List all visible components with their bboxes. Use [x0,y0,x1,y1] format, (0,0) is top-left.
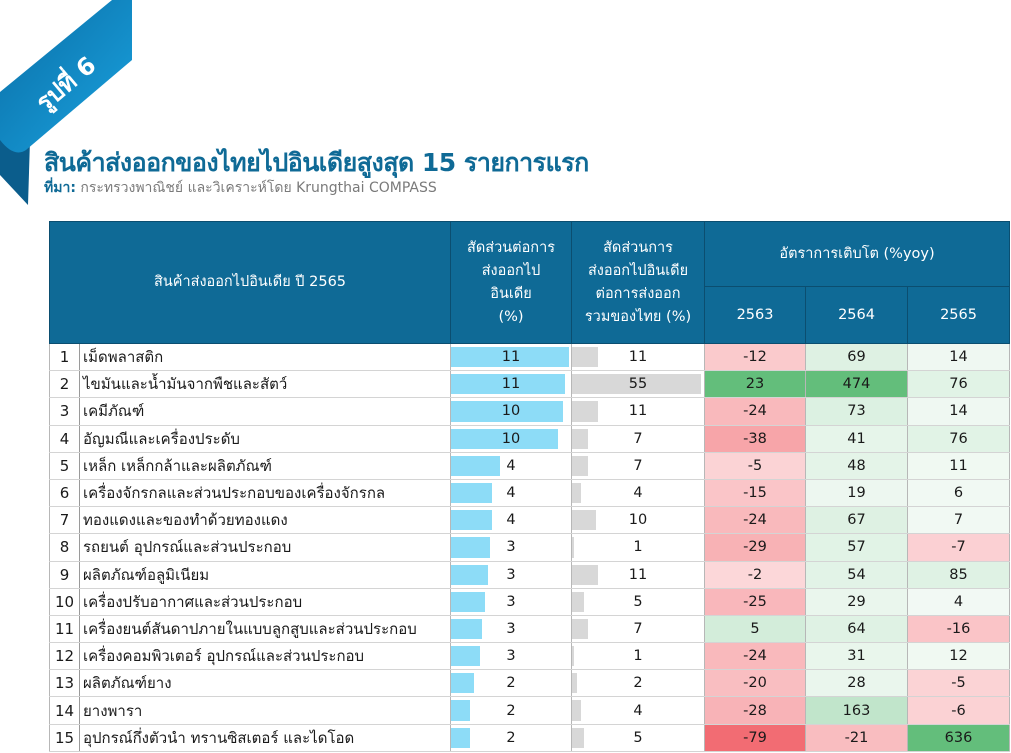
share-thai-cell [572,507,705,534]
growth-2563-cell: -2 [705,561,806,588]
product-name: ไขมันและน้ำมันจากพืชและสัตว์ [80,371,451,398]
share-india-value: 11 [501,349,521,366]
share-thai-value: 5 [633,593,643,610]
growth-2565-cell: 6 [908,479,1010,506]
growth-2565-cell: 4 [908,588,1010,615]
growth-2563-cell: -29 [705,534,806,561]
growth-2563-cell: -28 [705,697,806,724]
product-name: เครื่องปรับอากาศและส่วนประกอบ [80,588,451,615]
share-india-cell [451,588,572,615]
figure-label: รูปที่ 6 [30,51,102,117]
rank-cell: 14 [50,697,80,724]
product-name: เครื่องจักรกลและส่วนประกอบของเครื่องจักรกล [80,479,451,506]
share-india-value: 10 [501,430,521,447]
rank-cell: 15 [50,724,80,751]
share-thai-cell [572,588,705,615]
rank-cell: 8 [50,534,80,561]
table-row [50,615,1010,642]
share-thai-cell [572,371,705,398]
share-thai-value: 7 [633,430,643,447]
growth-2564-cell: 474 [806,371,908,398]
share-india-cell [451,724,572,751]
share-thai-value: 1 [633,539,643,556]
product-name: ยางพารา [80,697,451,724]
growth-2564-cell: 64 [806,615,908,642]
rank-cell: 10 [50,588,80,615]
growth-2565-cell: -6 [908,697,1010,724]
table-row [50,561,1010,588]
table-row [50,643,1010,670]
share-thai-cell [572,670,705,697]
growth-2564-cell: 57 [806,534,908,561]
growth-2564-cell: -21 [806,724,908,751]
product-name: เหล็ก เหล็กกล้าและผลิตภัณฑ์ [80,452,451,479]
table-row [50,398,1010,425]
share-india-cell [451,479,572,506]
table-row [50,670,1010,697]
share-india-value: 4 [506,512,516,529]
growth-2565-cell: 7 [908,507,1010,534]
share-india-cell [451,615,572,642]
share-thai-cell [572,643,705,670]
table-row [50,344,1010,371]
growth-2563-cell: -24 [705,643,806,670]
table-row [50,371,1010,398]
growth-2564-cell: 48 [806,452,908,479]
source-line [44,177,437,199]
table-row [50,534,1010,561]
share-india-value: 2 [506,729,516,746]
share-india-value: 4 [506,485,516,502]
share-india-cell [451,507,572,534]
exports-table [49,221,1010,752]
growth-2563-cell: -20 [705,670,806,697]
product-name: เคมีภัณฑ์ [80,398,451,425]
growth-2565-cell: 76 [908,425,1010,452]
share-thai-value: 2 [633,675,643,692]
share-india-value: 4 [506,457,516,474]
share-india-value: 3 [506,593,516,610]
share-india-value: 11 [501,376,521,393]
header-year-2563: 2563 [705,287,806,344]
growth-2563-cell: -79 [705,724,806,751]
growth-2565-cell: 14 [908,398,1010,425]
product-name: ผลิตภัณฑ์ยาง [80,670,451,697]
share-thai-cell [572,398,705,425]
share-india-cell [451,670,572,697]
product-name: เครื่องคอมพิวเตอร์ อุปกรณ์และส่วนประกอบ [80,643,451,670]
growth-2565-cell: -16 [908,615,1010,642]
header-share-india: สัดส่วนต่อการ ส่งออกไปอินเดีย (%) [451,222,572,344]
share-india-value: 3 [506,620,516,637]
share-thai-value: 1 [633,648,643,665]
rank-cell: 1 [50,344,80,371]
rank-cell: 4 [50,425,80,452]
share-thai-value: 4 [633,485,643,502]
share-india-value: 3 [506,539,516,556]
share-india-value: 3 [506,648,516,665]
rank-cell: 11 [50,615,80,642]
growth-2565-cell: 636 [908,724,1010,751]
product-name: อัญมณีและเครื่องประดับ [80,425,451,452]
header-year-2564: 2564 [806,287,908,344]
rank-cell: 7 [50,507,80,534]
share-india-cell [451,534,572,561]
share-thai-value: 4 [633,702,643,719]
product-name: เครื่องยนต์สันดาปภายในแบบลูกสูบและส่วนประกอบ [80,615,451,642]
share-thai-value: 7 [633,457,643,474]
chart-title: สินค้าส่งออกของไทยไปอินเดียสูงสุด 15 รายการแรก [44,148,589,177]
share-india-cell [451,371,572,398]
table-row [50,507,1010,534]
growth-2563-cell: 23 [705,371,806,398]
share-thai-value: 11 [628,566,648,583]
growth-2563-cell: -38 [705,425,806,452]
table-row [50,452,1010,479]
growth-2565-cell: -5 [908,670,1010,697]
growth-2564-cell: 54 [806,561,908,588]
header-growth: อัตราการเติบโต (%yoy) [705,222,1010,287]
share-india-cell [451,452,572,479]
growth-2563-cell: -25 [705,588,806,615]
growth-2564-cell: 19 [806,479,908,506]
product-name: รถยนต์ อุปกรณ์และส่วนประกอบ [80,534,451,561]
table-row [50,588,1010,615]
growth-2564-cell: 31 [806,643,908,670]
header-share-thai: สัดส่วนการ ส่งออกไปอินเดีย ต่อการส่งออก รวมของไทย (%) [572,222,705,344]
growth-2565-cell: 76 [908,371,1010,398]
share-thai-cell [572,344,705,371]
share-thai-cell [572,724,705,751]
growth-2564-cell: 69 [806,344,908,371]
table-row [50,479,1010,506]
rank-cell: 13 [50,670,80,697]
share-thai-value: 11 [628,403,648,420]
growth-2565-cell: 11 [908,452,1010,479]
growth-2563-cell: 5 [705,615,806,642]
share-thai-value: 5 [633,729,643,746]
rank-cell: 6 [50,479,80,506]
share-thai-cell [572,479,705,506]
header-year-2565: 2565 [908,287,1010,344]
growth-2563-cell: -24 [705,507,806,534]
growth-2564-cell: 163 [806,697,908,724]
share-india-cell [451,643,572,670]
rank-cell: 12 [50,643,80,670]
share-thai-cell [572,697,705,724]
rank-cell: 3 [50,398,80,425]
growth-2565-cell: 12 [908,643,1010,670]
header-product: สินค้าส่งออกไปอินเดีย ปี 2565 [50,222,451,344]
share-india-value: 3 [506,566,516,583]
growth-2563-cell: -24 [705,398,806,425]
table-row [50,724,1010,751]
share-india-value: 2 [506,702,516,719]
growth-2564-cell: 67 [806,507,908,534]
table-body [50,344,1010,752]
growth-2563-cell: -15 [705,479,806,506]
share-thai-value: 55 [628,376,648,393]
growth-2563-cell: -5 [705,452,806,479]
growth-2564-cell: 73 [806,398,908,425]
share-thai-cell [572,615,705,642]
share-india-cell [451,344,572,371]
share-thai-cell [572,425,705,452]
source-prefix: ที่มา: [44,180,76,196]
rank-cell: 9 [50,561,80,588]
share-thai-cell [572,534,705,561]
growth-2564-cell: 41 [806,425,908,452]
growth-2565-cell: 85 [908,561,1010,588]
share-thai-value: 7 [633,620,643,637]
share-thai-cell [572,452,705,479]
table-row [50,425,1010,452]
share-india-cell [451,697,572,724]
share-thai-cell [572,561,705,588]
growth-2565-cell: -7 [908,534,1010,561]
growth-2565-cell: 14 [908,344,1010,371]
rank-cell: 5 [50,452,80,479]
product-name: เม็ดพลาสติก [80,344,451,371]
share-thai-value: 10 [628,512,648,529]
table-row [50,697,1010,724]
share-india-cell [451,398,572,425]
growth-2564-cell: 29 [806,588,908,615]
source-text: กระทรวงพาณิชย์ และวิเคราะห์โดย Krungthai COMPASS [75,180,437,196]
growth-2564-cell: 28 [806,670,908,697]
share-india-cell [451,425,572,452]
share-india-value: 10 [501,403,521,420]
product-name: อุปกรณ์กึ่งตัวนำ ทรานซิสเตอร์ และไดโอด [80,724,451,751]
share-thai-value: 11 [628,349,648,366]
product-name: ทองแดงและของทำด้วยทองแดง [80,507,451,534]
share-india-cell [451,561,572,588]
share-india-value: 2 [506,675,516,692]
product-name: ผลิตภัณฑ์อลูมิเนียม [80,561,451,588]
growth-2563-cell: -12 [705,344,806,371]
rank-cell: 2 [50,371,80,398]
